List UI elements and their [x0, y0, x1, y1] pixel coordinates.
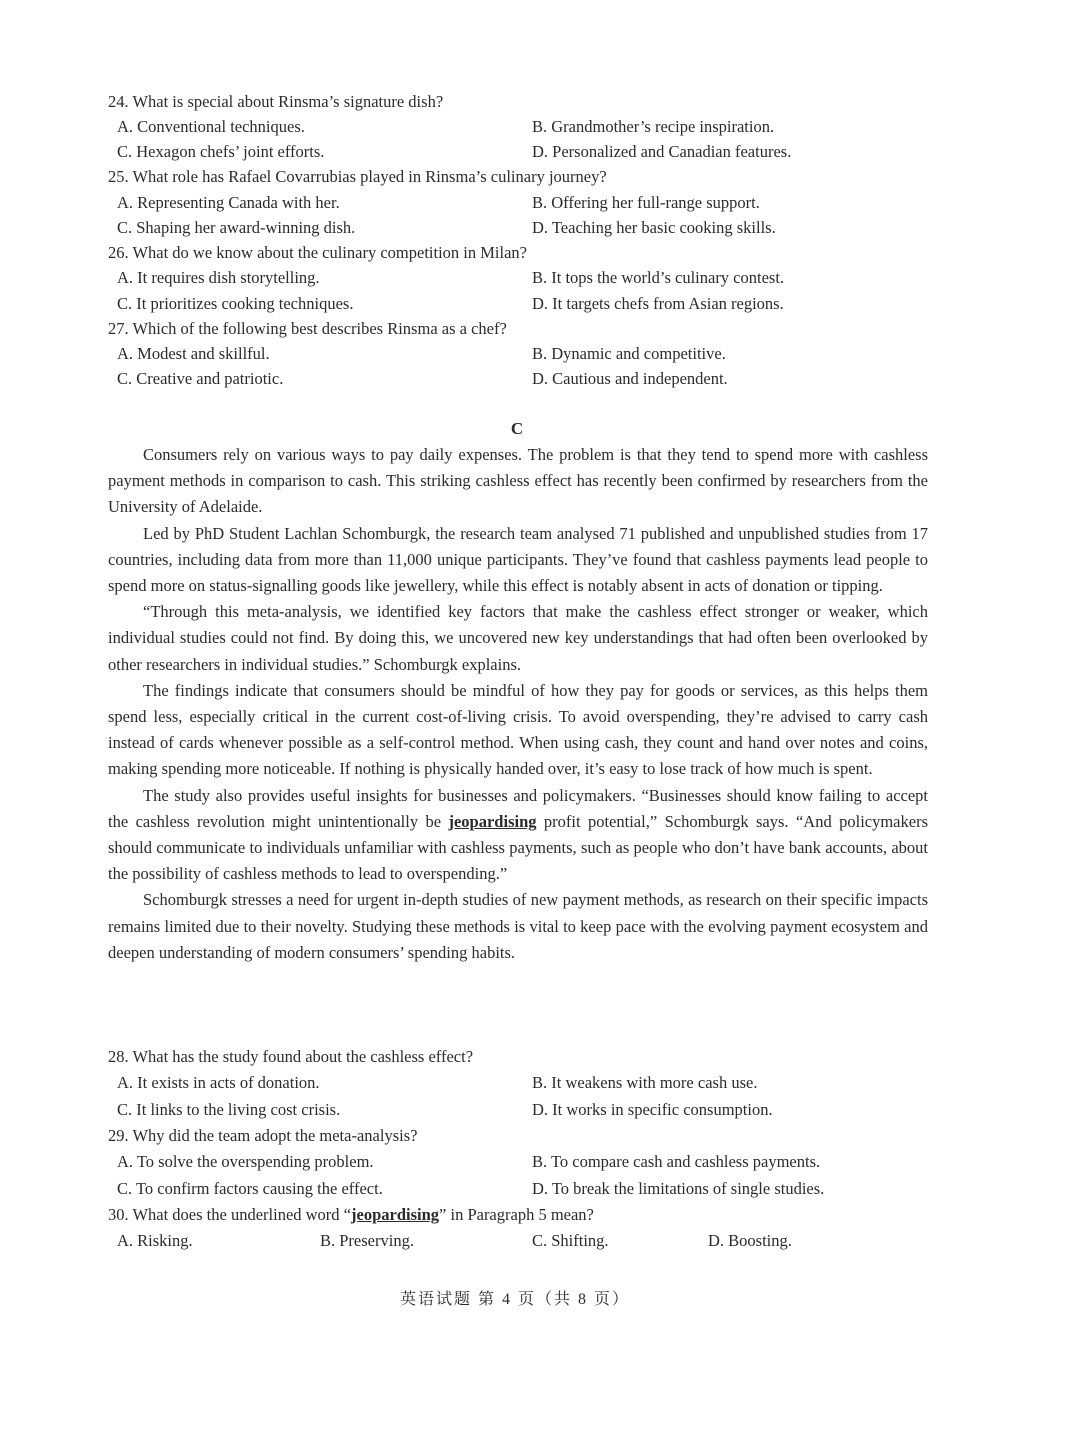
question-27-option-a: A. Modest and skillful.: [117, 344, 270, 363]
question-24-option-a: A. Conventional techniques.: [117, 117, 305, 136]
question-30-stem: [108, 1204, 594, 1226]
paragraph-5-text-after: profit potential,” Schomburgk says. “And policymakers should communicate to individuals unfamiliar with cashless payments, such as people who don’t have bank accounts, about the possibility of cashless methods to lead to overspending.”: [108, 811, 928, 884]
paragraph-5: [108, 783, 928, 888]
question-27-stem: 27. Which of the following best describes Rinsma as a chef?: [108, 319, 507, 338]
question-25-option-d: D. Teaching her basic cooking skills.: [532, 218, 776, 237]
question-24-option-b: B. Grandmother’s recipe inspiration.: [532, 117, 775, 136]
question-30-stem-before: 30. What does the underlined word “: [108, 1205, 352, 1224]
question-30-option-d: D. Boosting.: [708, 1231, 792, 1250]
paragraph-5-text-before: The study also provides useful insights for businesses and policymakers. “Businesses should know failing to accept the cashless revolution might unintentionally be: [108, 785, 928, 831]
question-28-option-c: C. It links to the living cost crisis.: [117, 1100, 341, 1119]
page-footer: 英语试题 第 4 页（共 8 页）: [399, 1291, 630, 1308]
question-27-option-b: B. Dynamic and competitive.: [532, 344, 726, 363]
question-25-option-a: A. Representing Canada with her.: [117, 193, 340, 212]
question-28-option-b: B. It weakens with more cash use.: [532, 1073, 758, 1092]
question-24-option-d: D. Personalized and Canadian features.: [532, 142, 792, 161]
question-24-option-c: C. Hexagon chefs’ joint efforts.: [117, 142, 325, 161]
question-30-option-c: C. Shifting.: [532, 1231, 609, 1250]
section-heading: C: [510, 419, 524, 438]
question-29-stem: 29. Why did the team adopt the meta-analysis?: [108, 1126, 418, 1145]
question-29-option-a: A. To solve the overspending problem.: [117, 1152, 374, 1171]
question-24-stem: 24. What is special about Rinsma’s signature dish?: [108, 92, 444, 111]
question-26-option-d: D. It targets chefs from Asian regions.: [532, 294, 784, 313]
question-29-option-b: B. To compare cash and cashless payments.: [532, 1152, 821, 1171]
paragraph-1: Consumers rely on various ways to pay daily expenses. The problem is that they tend to spend more with cashless payment methods in comparison to cash. This striking cashless effect has recently been confirmed by researchers from the University of Adelaide.: [108, 445, 928, 517]
question-26-option-c: C. It prioritizes cooking techniques.: [117, 294, 354, 313]
question-30-option-a: A. Risking.: [117, 1231, 193, 1250]
question-30-stem-after: ” in Paragraph 5 mean?: [439, 1205, 594, 1224]
question-28-stem: 28. What has the study found about the cashless effect?: [108, 1047, 474, 1066]
question-25-option-b: B. Offering her full-range support.: [532, 193, 760, 212]
question-29-option-d: D. To break the limitations of single studies.: [532, 1179, 825, 1198]
question-26-option-a: A. It requires dish storytelling.: [117, 268, 320, 287]
question-26-stem: 26. What do we know about the culinary competition in Milan?: [108, 243, 527, 262]
question-30-option-b: B. Preserving.: [320, 1231, 414, 1250]
paragraph-2: Led by PhD Student Lachlan Schomburgk, the research team analysed 71 published and unpublished studies from 17 countries, including data from more than 11,000 unique participants. They’ve found that cashless payments lead people to spend more on status-signalling goods like jewellery, while this effect is notably absent in acts of donation or tipping.: [108, 523, 928, 596]
paragraph-6: Schomburgk stresses a need for urgent in-depth studies of new payment methods, as research on their specific impacts remains limited due to their novelty. Studying these methods is vital to keep pace with the evolving payment ecosystem and deepen understanding of modern consumers’ spending habits.: [108, 890, 928, 962]
question-27-option-d: D. Cautious and independent.: [532, 369, 728, 388]
question-28-option-d: D. It works in specific consumption.: [532, 1100, 773, 1119]
underlined-keyword: jeopardising: [448, 811, 537, 831]
question-25-option-c: C. Shaping her award-winning dish.: [117, 218, 356, 237]
question-30-keyword: jeopardising: [351, 1205, 440, 1224]
question-28-option-a: A. It exists in acts of donation.: [117, 1073, 320, 1092]
question-26-option-b: B. It tops the world’s culinary contest.: [532, 268, 785, 287]
reading-passage: [108, 442, 928, 966]
paragraph-3: “Through this meta-analysis, we identified key factors that make the cashless effect stronger or weaker, which individual studies could not find. By doing this, we uncovered new key understandings that had often been overlooked by other researchers in individual studies.” Schomburgk explains.: [108, 602, 928, 674]
question-27-option-c: C. Creative and patriotic.: [117, 369, 284, 388]
question-25-stem: 25. What role has Rafael Covarrubias played in Rinsma’s culinary journey?: [108, 167, 607, 186]
paragraph-4: The findings indicate that consumers should be mindful of how they pay for goods or services, as this helps them spend less, especially critical in the current cost-of-living crisis. To avoid overspending, they’re advised to carry cash instead of cards whenever possible as a self-control method. When using cash, they count and hand over notes and coins, making spending more noticeable. If nothing is physically handed over, it’s easy to lose track of how much is spent.: [108, 680, 928, 779]
question-29-option-c: C. To confirm factors causing the effect.: [117, 1179, 383, 1198]
